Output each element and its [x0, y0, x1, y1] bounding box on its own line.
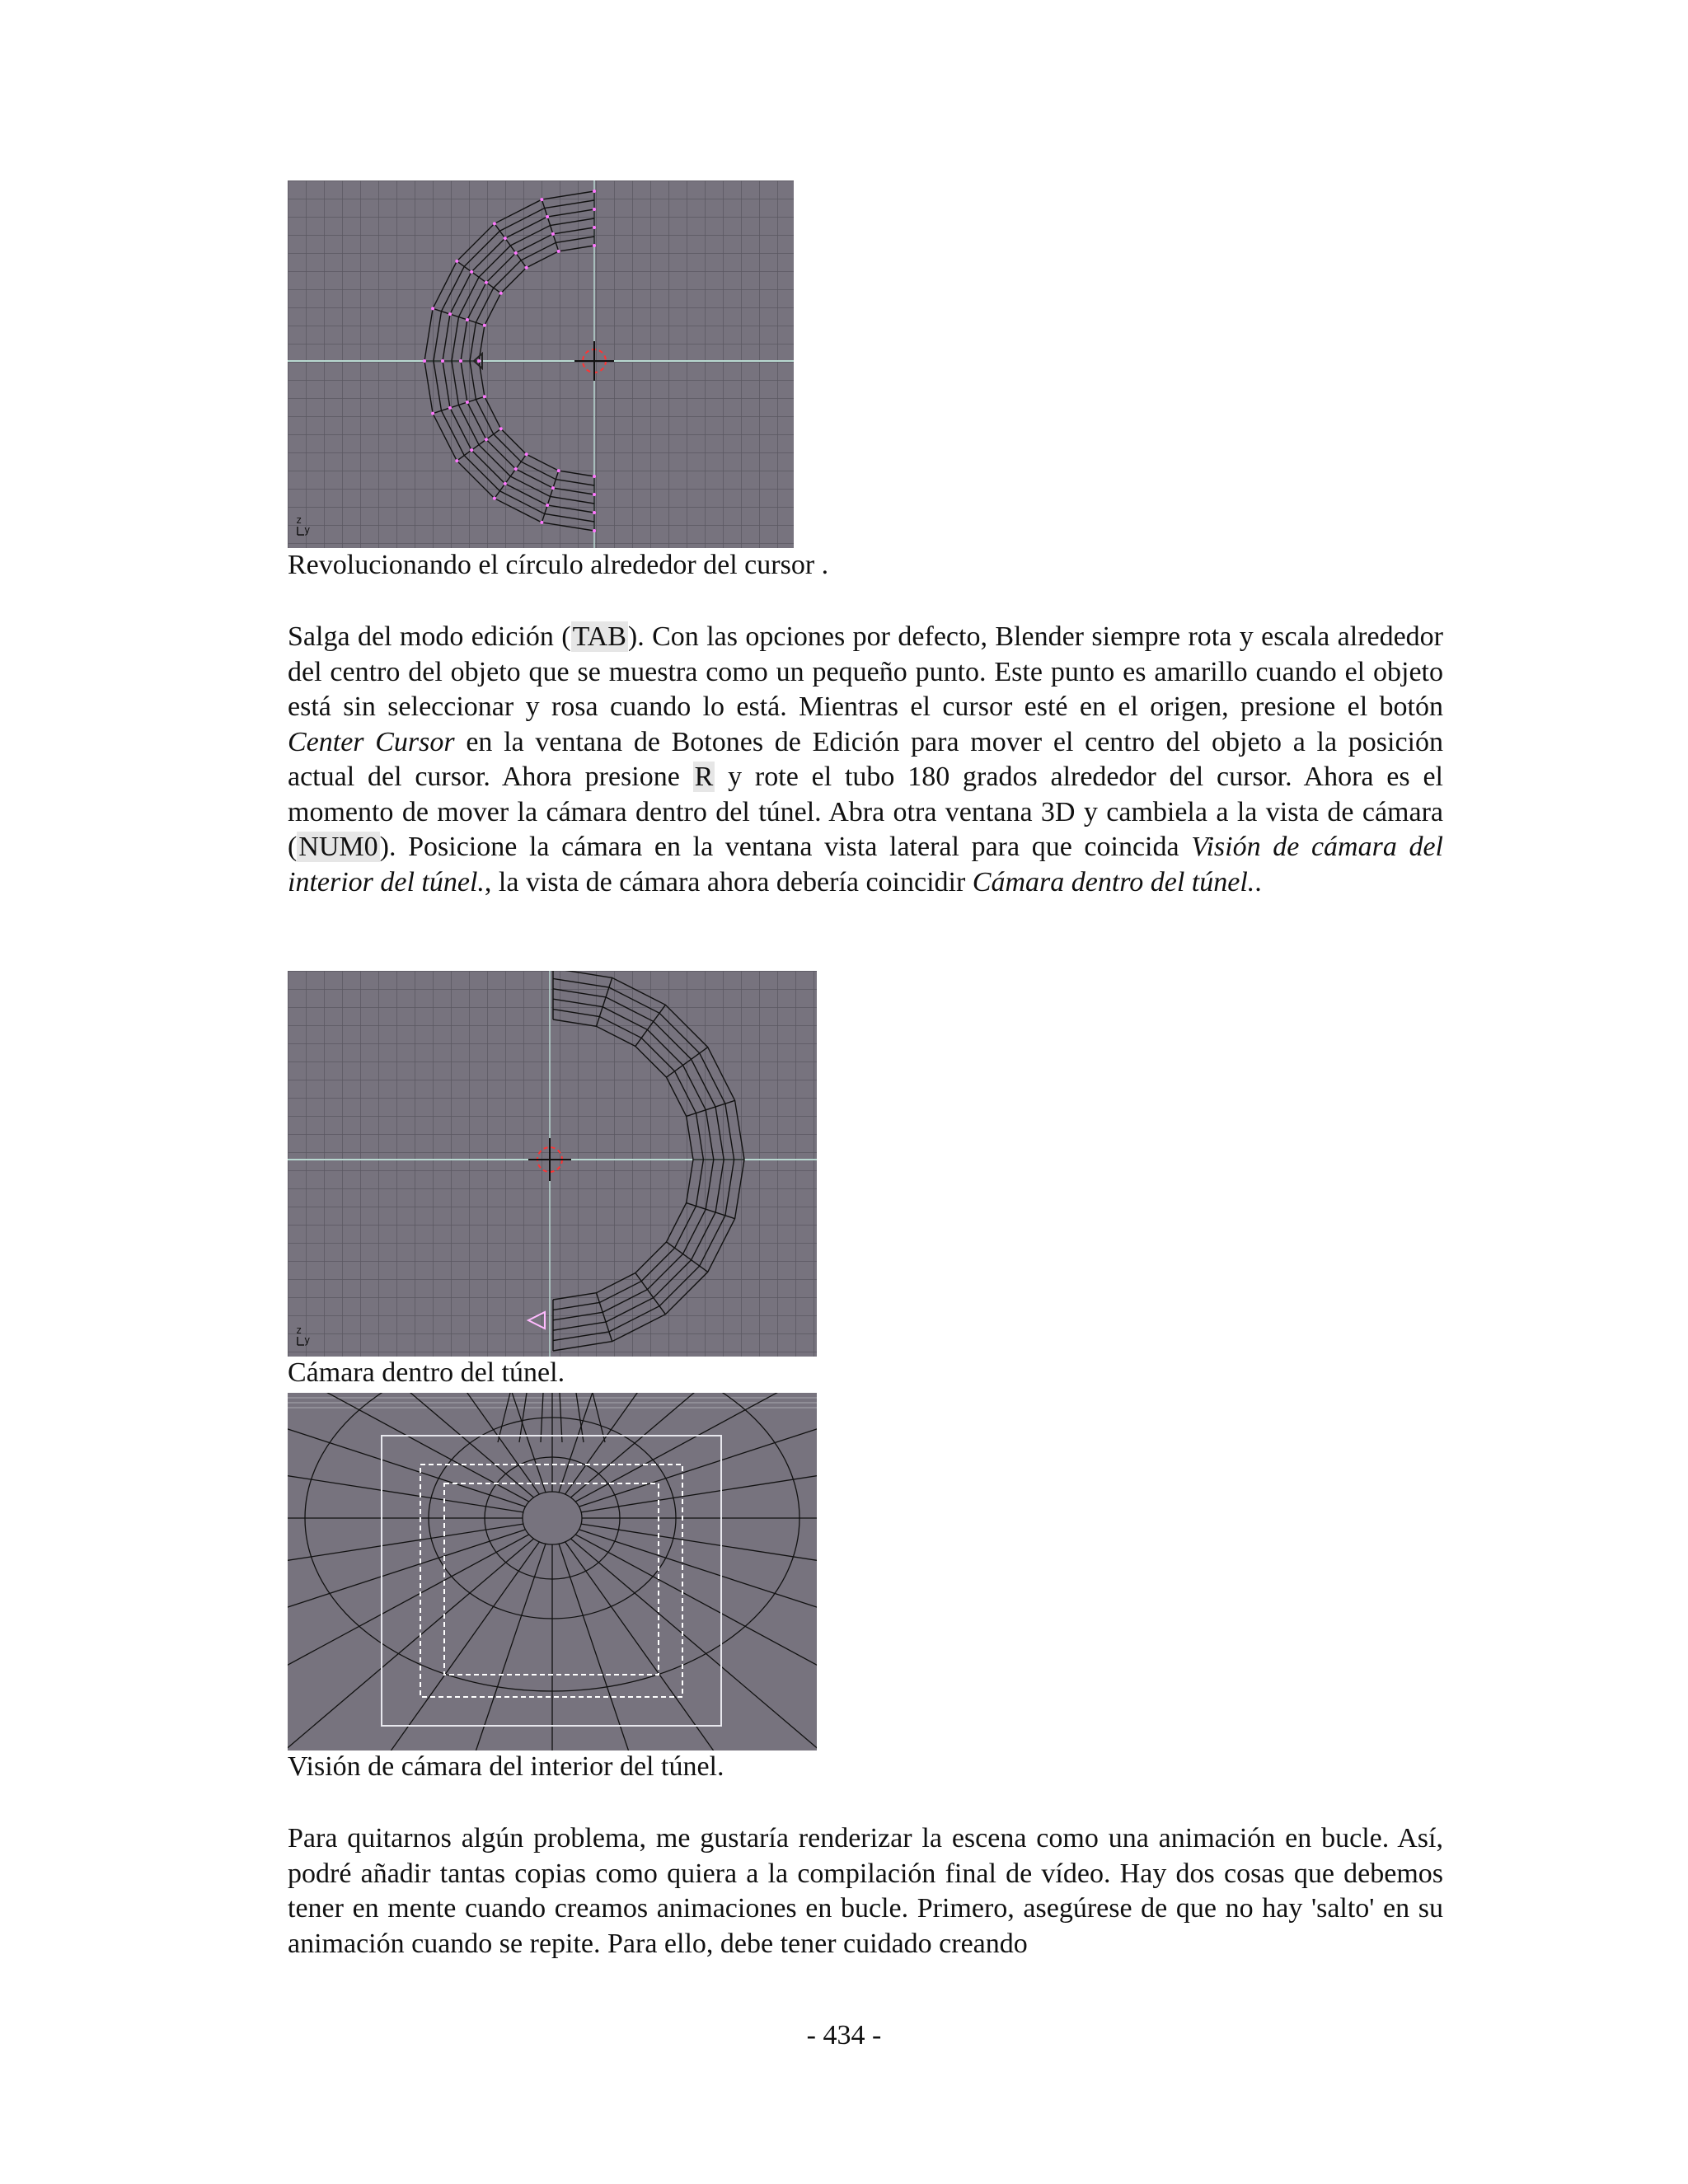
ref-figure-3: Visión de cámara del interior del túnel.	[288, 832, 1444, 898]
text-run: en la ventana de Botones de Edición para mover el centro del objeto a la posición actual del cursor. Ahora presione	[288, 726, 1443, 792]
body-paragraph-2	[288, 1821, 1443, 1961]
paragraph-text: Para quitarnos algún problema, me gustaría renderizar la escena como una animación en bucle. Así, podré añadir tantas copias como quiera a la compilación final de vídeo. Hay dos cosas que debemos tener en mente cuando creamos animaciones en bucle. Primero, asegúrese de que no hay 'salto' en su animación cuando se repite. Para ello, debe tener cuidado creando	[288, 1823, 1443, 1959]
text-run: ). Posicione la cámara en la ventana vista lateral para que coincida	[379, 832, 1192, 862]
axis-label-y: y	[304, 524, 311, 536]
axis-label-y: y	[304, 1334, 311, 1346]
ref-figure-2: Cámara dentro del túnel.	[972, 866, 1255, 898]
page-number: - 434 -	[806, 2020, 882, 2050]
key-tab: TAB	[572, 621, 626, 652]
figure-camera-view-tunnel	[288, 1393, 817, 1750]
axis-label-z: z	[296, 1324, 302, 1336]
figure-camera-in-tunnel	[288, 971, 817, 1357]
body-paragraph-1	[288, 620, 1443, 900]
key-num0: NUM0	[298, 832, 378, 862]
axis-label-z: z	[296, 514, 302, 526]
figure-caption-3: Visión de cámara del interior del túnel.	[288, 1751, 724, 1782]
text-run: y rote el tubo 180 grados alrededor del cursor. Ahora es el momento de mover la cámara dentro del túnel. Abra otra ventana 3D y cambiela a la vista de cámara (	[288, 762, 1443, 862]
figure-revolving-circle	[288, 180, 794, 548]
text-run: Salga del modo edición (	[288, 621, 571, 652]
text-run: .	[1254, 866, 1262, 898]
figure-caption-1: Revolucionando el círculo alrededor del cursor .	[288, 550, 829, 580]
figure-caption-2: Cámara dentro del túnel.	[288, 1357, 565, 1388]
key-r: R	[694, 762, 714, 792]
text-run: ). Con las opciones por defecto, Blender siempre rota y escala alrededor del centro del objeto que se muestra como un pequeño punto. Este punto es amarillo cuando el objeto está sin seleccionar y rosa cuando lo está. Mientras el cursor esté en el origen, presione el botón	[288, 621, 1443, 722]
text-run: , la vista de cámara ahora debería coincidir	[484, 866, 973, 898]
term-center-cursor: Center Cursor	[288, 726, 455, 757]
